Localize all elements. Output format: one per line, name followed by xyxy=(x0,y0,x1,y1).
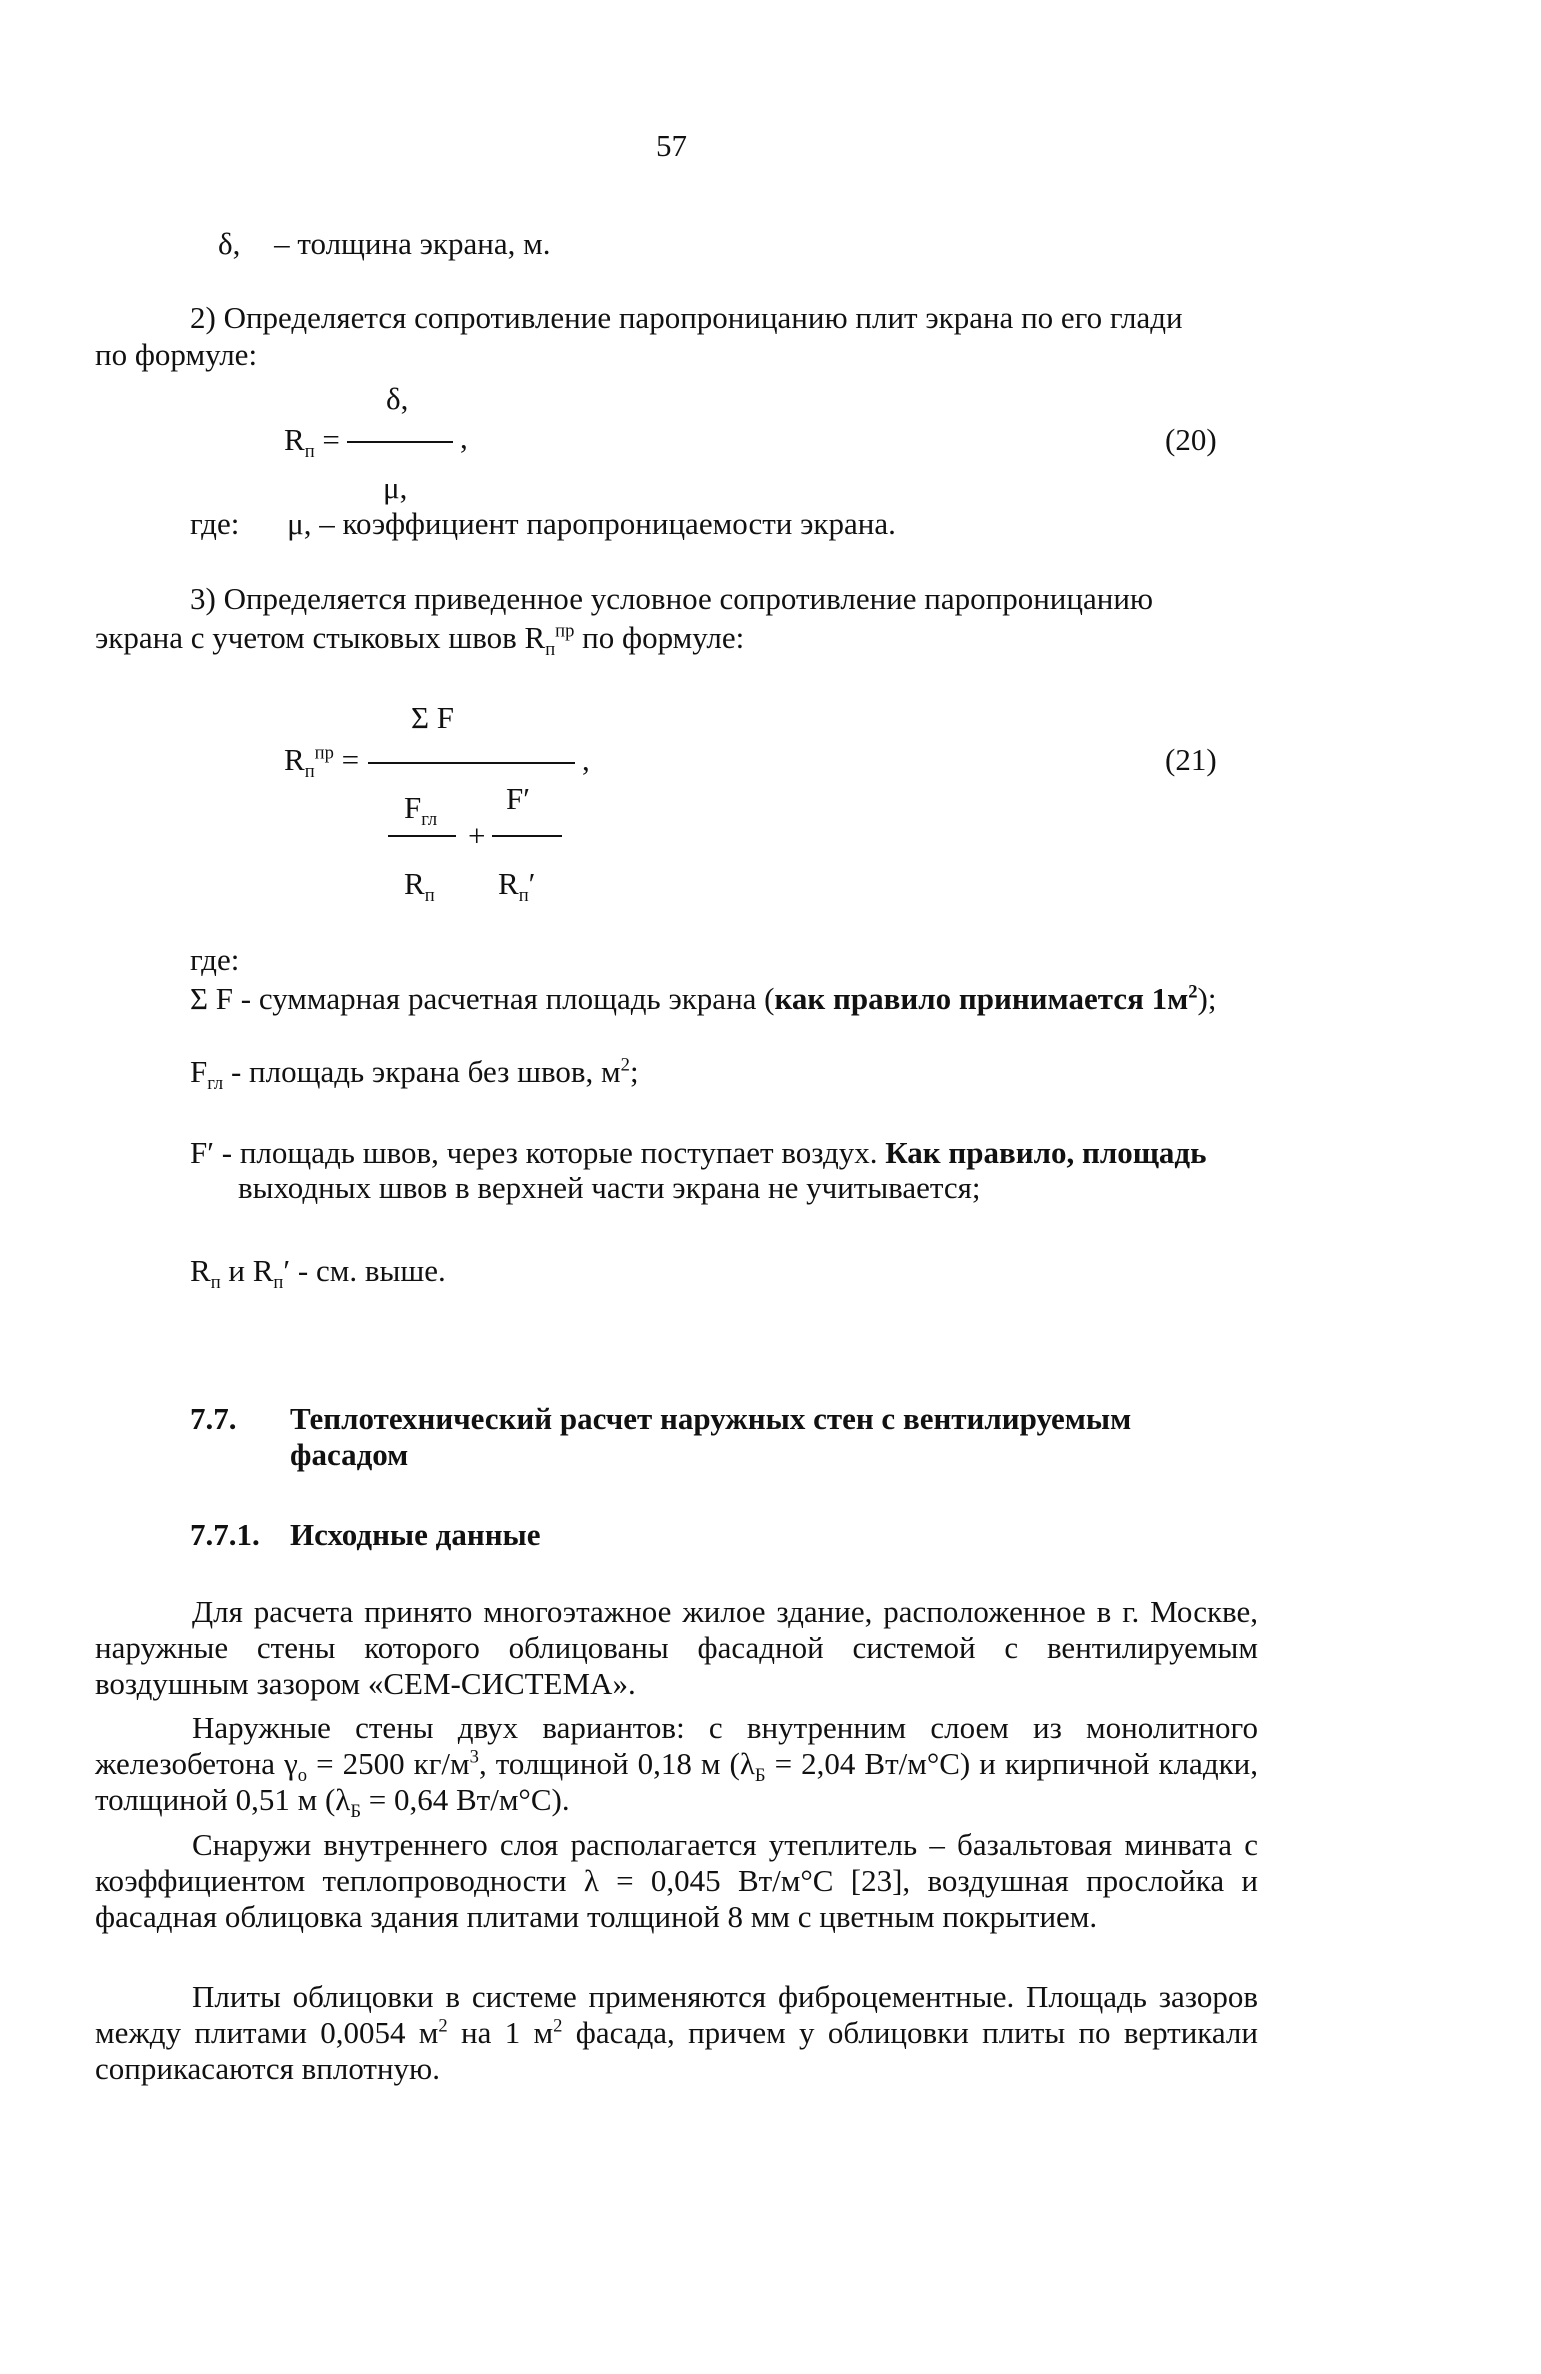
where-21-label: где: xyxy=(190,942,240,977)
formula-21-sub-bar-1 xyxy=(388,835,456,837)
where-21-f-prime-line2: выходных швов в верхней части экрана не учитывается; xyxy=(238,1170,981,1205)
step2-line1: 2) Определяется сопротивление паропроницанию плит экрана по его глади xyxy=(190,300,1183,335)
paragraph-cladding: Плиты облицовки в системе применяются фиброцементные. Площадь зазоров между плитами 0,0054 $м^2$ на 1 $м^2$ фасада, причем у облицовки плиты по вертикали соприкасаются вплотную. xyxy=(95,1979,1258,2086)
formula-21-main-bar xyxy=(368,762,575,764)
where-21-f-prime-line1: F′ - площадь швов, через которые поступает воздух. Как правило, площадь xyxy=(190,1135,1207,1170)
delta-line xyxy=(218,226,550,262)
paragraph-walls: Наружные стены двух вариантов: с внутренним слоем из монолитного железобетона $\gamma_о = 2500$ $кг/м^3$, толщиной 0,18 м ($\lambda_Б = 2,04$ Вт/м°С) и кирпичной кладки, толщиной 0,51 м ($\lambda_Б = 0,64$ Вт/м°С). xyxy=(95,1710,1258,1823)
subsection-number: 7.7.1. xyxy=(190,1517,260,1552)
where-21-r-note: $R_п$ и $R_п'$ - см. выше. xyxy=(190,1253,446,1294)
page-number: 57 xyxy=(656,128,687,163)
formula-20-numerator: δ, xyxy=(386,381,409,416)
where-label: где: xyxy=(190,506,240,541)
formula-21-lhs: $R_п^{пр}$ = xyxy=(284,742,360,783)
formula-20-comma: , xyxy=(460,420,468,455)
formula-21-numerator: Σ F xyxy=(411,700,455,735)
where-20 xyxy=(190,506,896,542)
section-title-line1: Теплотехнический расчет наружных стен с вентилируемым xyxy=(290,1401,1132,1436)
formula-21-number: (21) xyxy=(1165,742,1217,777)
delta-description: – толщина экрана, м. xyxy=(274,226,551,261)
formula-21-plus: + xyxy=(468,818,486,853)
paragraph-building: Для расчета принято многоэтажное жилое здание, расположенное в г. Москве, наружные стены которого облицованы фасадной системой с вентилируемым воздушным зазором «СЕМ-СИСТЕМА». xyxy=(95,1594,1258,1701)
step3-line1: 3) Определяется приведенное условное сопротивление паропроницанию xyxy=(190,581,1154,616)
formula-21-r-prime: $R_п'$ xyxy=(498,866,536,907)
formula-20-fraction-bar xyxy=(347,441,453,443)
paragraph-insulation: Снаружи внутреннего слоя располагается утеплитель – базальтовая минвата с коэффициентом теплопроводности λ = 0,045 Вт/м°С [23], воздушная прослойка и фасадная облицовка здания плитами толщиной 8 мм с цветным покрытием. xyxy=(95,1827,1258,1934)
formula-21-f-prime: F′ xyxy=(506,781,531,816)
formula-21-sub-bar-2 xyxy=(492,835,562,837)
formula-21-f-smooth: $F_{гл}$ xyxy=(404,790,438,831)
step3-line2: экрана с учетом стыковых швов $R_п^{пр}$ по формуле: xyxy=(95,620,745,661)
formula-21-r-smooth: $R_п$ xyxy=(404,866,435,907)
formula-20-lhs: $R_п$ = xyxy=(284,422,340,463)
section-number: 7.7. xyxy=(190,1401,237,1436)
formula-20-denominator: μ, xyxy=(383,470,408,505)
step2-line2: по формуле: xyxy=(95,337,258,372)
section-title-line2: фасадом xyxy=(290,1437,409,1472)
formula-20-number: (20) xyxy=(1165,422,1217,457)
where-21-sum-f: Σ F - суммарная расчетная площадь экрана (как правило принимается $1м^2$); xyxy=(190,981,1217,1016)
subsection-title: Исходные данные xyxy=(290,1517,541,1552)
mu-symbol: μ, xyxy=(287,506,312,541)
mu-description: – коэффициент паропроницаемости экрана. xyxy=(319,506,896,541)
delta-symbol: δ, xyxy=(218,226,241,261)
formula-21-comma: , xyxy=(582,742,590,777)
where-21-f-smooth: $F_{гл}$ - площадь экрана без швов, $м^2$; xyxy=(190,1054,639,1095)
